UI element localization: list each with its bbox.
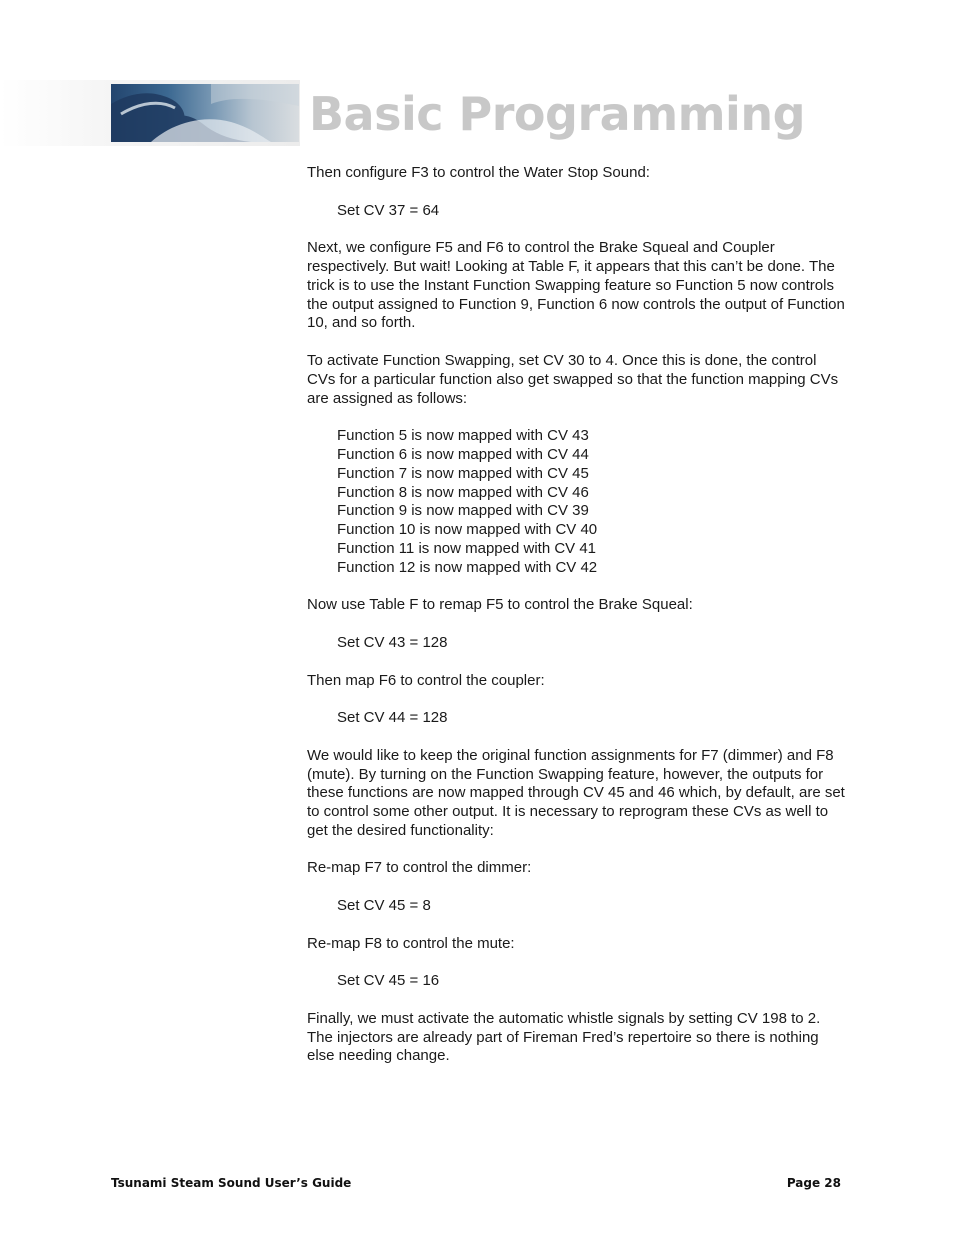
wave-logo-image: [111, 84, 299, 142]
paragraph-brake-coupler: Next, we configure F5 and F6 to control the Brake Squeal and Coupler respectively. But wait! Looking at Table F, it appears that this can’t be done. The trick is to use the Instant Function Swapping feature so Function 5 now controls the output assigned to Function 9, Function 6 now controls the output of Function 10, and so forth.: [307, 239, 845, 332]
footer-guide-title: Tsunami Steam Sound User’s Guide: [111, 1176, 352, 1190]
function-mapping-list: [337, 427, 847, 577]
list-item: Function 6 is now mapped with CV 44: [337, 445, 589, 463]
list-item: Function 5 is now mapped with CV 43: [337, 427, 589, 445]
paragraph-map-f6: Then map F6 to control the coupler:: [307, 671, 545, 689]
paragraph-remap-f5: Now use Table F to remap F5 to control the Brake Squeal:: [307, 596, 693, 614]
paragraph-remap-f8: Re-map F8 to control the mute:: [307, 934, 515, 952]
page-title: Basic Programming: [309, 87, 805, 141]
paragraph-keep-assignments: We would like to keep the original function assignments for F7 (dimmer) and F8 (mute). By turning on the Function Swapping feature, however, the outputs for these functions are now mapped through CV 45 and 46 which, by default, are set to control some other output. It is necessary to reprogram these CVs as well to get the desired functionality:: [307, 746, 845, 839]
paragraph-function-swapping: To activate Function Swapping, set CV 30 to 4. Once this is done, the control CVs for a particular function also get swapped so that the function mapping CVs are assigned as follows:: [307, 351, 839, 407]
list-item: Function 10 is now mapped with CV 40: [337, 521, 598, 539]
list-item: Function 12 is now mapped with CV 42: [337, 558, 598, 576]
set-cv-line: Set CV 43 = 128: [337, 633, 448, 651]
paragraph-whistle-signals: Finally, we must activate the automatic whistle signals by setting CV 198 to 2. The injectors are already part of Fireman Fred’s repertoire so there is nothing else needing change.: [307, 1009, 821, 1065]
list-item: Function 11 is now mapped with CV 41: [337, 539, 597, 557]
list-item: Function 9 is now mapped with CV 39: [337, 502, 589, 520]
set-cv-line: Set CV 45 = 16: [337, 972, 440, 990]
body-content: [307, 164, 847, 1085]
wave-graphic: [111, 84, 299, 142]
page-header: [0, 80, 954, 146]
footer-page-number: Page 28: [786, 1176, 841, 1190]
paragraph-remap-f7: Re-map F7 to control the dimmer:: [307, 859, 532, 877]
list-item: Function 7 is now mapped with CV 45: [337, 464, 589, 482]
set-cv-line: Set CV 37 = 64: [337, 201, 440, 219]
set-cv-line: Set CV 44 = 128: [337, 709, 448, 727]
paragraph-water-stop: Then configure F3 to control the Water Stop Sound:: [307, 164, 650, 181]
list-item: Function 8 is now mapped with CV 46: [337, 483, 589, 501]
set-cv-line: Set CV 45 = 8: [337, 897, 431, 915]
